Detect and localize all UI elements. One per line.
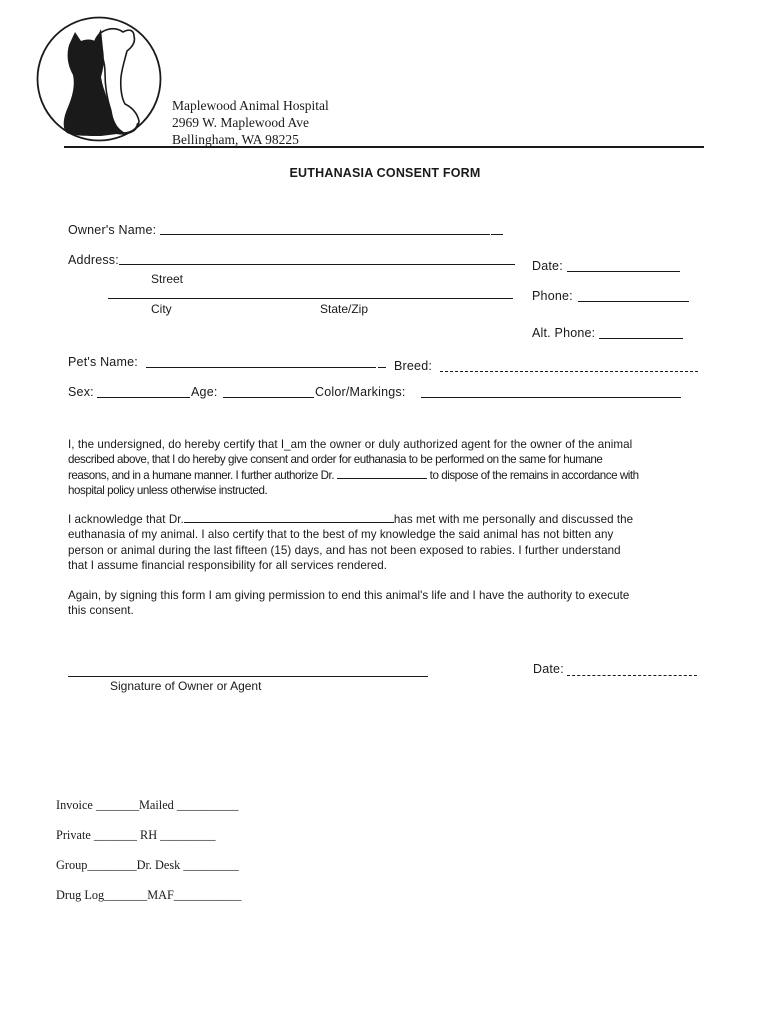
- form-title: EUTHANASIA CONSENT FORM: [289, 166, 481, 180]
- sex-field[interactable]: [97, 397, 190, 398]
- alt-phone-field[interactable]: [599, 338, 683, 339]
- pets-name-label: Pet's Name:: [68, 355, 138, 369]
- hospital-logo: [35, 15, 163, 143]
- phone-label: Phone:: [532, 289, 573, 303]
- acknowledging-doctor-field[interactable]: [184, 512, 394, 523]
- state-zip-caption: State/Zip: [320, 302, 369, 316]
- consent-paragraph-1: [68, 437, 728, 499]
- consent-p2-line1-end: has met with me personally and discussed the: [393, 513, 634, 526]
- consent-p2-line1-start: I acknowledge that Dr.: [68, 513, 184, 526]
- pets-name-field[interactable]: [146, 367, 376, 368]
- consent-p2-line2: euthanasia of my animal. I also certify that to the best of my knowledge the said animal has not bitten any: [68, 528, 614, 542]
- consent-p3-line2: this consent.: [68, 604, 134, 618]
- age-label: Age:: [191, 385, 218, 399]
- owners-name-label: Owner's Name:: [68, 223, 157, 237]
- office-group-line: Group________Dr. Desk _________: [56, 858, 239, 872]
- date-label: Date:: [532, 259, 563, 273]
- address-city-field[interactable]: [108, 298, 513, 299]
- hospital-name: Maplewood Animal Hospital: [172, 98, 329, 113]
- address-street-field[interactable]: [119, 264, 515, 265]
- breed-field[interactable]: [440, 371, 698, 372]
- office-drug-log-line: Drug Log_______MAF___________: [56, 888, 242, 902]
- color-markings-field[interactable]: [421, 397, 681, 398]
- signature-field[interactable]: [68, 676, 428, 677]
- office-private-line: Private _______ RH _________: [56, 828, 216, 842]
- header-rule: [64, 146, 704, 148]
- consent-p1-line1: I, the undersigned, do hereby certify that I_am the owner or duly authorized agent for the owner of the animal: [68, 438, 633, 451]
- consent-p2-line1: [68, 512, 728, 527]
- street-caption: Street: [151, 272, 184, 286]
- signature-date-field[interactable]: [567, 675, 697, 676]
- address-label: Address:: [68, 253, 119, 267]
- hospital-street: 2969 W. Maplewood Ave: [172, 115, 309, 130]
- pets-name-field-tail: [378, 367, 386, 368]
- consent-p2-line3: person or animal during the last fifteen (15) days, and has not been exposed to rabies. I further understand: [68, 543, 621, 557]
- age-field[interactable]: [223, 397, 314, 398]
- owners-name-field-tail: [491, 234, 503, 235]
- consent-p1-line4: hospital policy unless otherwise instructed.: [68, 484, 268, 498]
- consent-p1-line2: described above, that I do hereby give consent and order for euthanasia to be performed on the same for humane: [68, 453, 603, 467]
- consent-p1-line3: [68, 468, 728, 483]
- owners-name-field[interactable]: [160, 234, 490, 235]
- alt-phone-label: Alt. Phone:: [532, 326, 596, 340]
- phone-field[interactable]: [578, 301, 689, 302]
- color-markings-label: Color/Markings:: [315, 385, 406, 399]
- consent-paragraph-2: [68, 512, 728, 574]
- office-invoice-line: Invoice _______Mailed __________: [56, 798, 239, 812]
- signature-caption: Signature of Owner or Agent: [110, 679, 262, 693]
- consent-p1-line3-end: to dispose of the remains in accordance with: [429, 468, 639, 482]
- consent-p1-line3-start: reasons, and in a humane manner. I further authorize Dr.: [68, 468, 335, 482]
- hospital-city: Bellingham, WA 98225: [172, 132, 299, 147]
- consent-p3-line1: Again, by signing this form I am giving permission to end this animal's life and I have the authority to execute: [68, 589, 630, 602]
- date-field[interactable]: [567, 271, 680, 272]
- breed-label: Breed:: [394, 359, 433, 373]
- consent-paragraph-3: [68, 588, 728, 619]
- sex-label: Sex:: [68, 385, 94, 399]
- signature-date-label: Date:: [533, 662, 564, 676]
- city-caption: City: [151, 302, 172, 316]
- cat-dog-logo-icon: [35, 15, 163, 143]
- disposal-doctor-field[interactable]: [337, 468, 427, 479]
- consent-p2-line4: that I assume financial responsibility for all services rendered.: [68, 559, 388, 573]
